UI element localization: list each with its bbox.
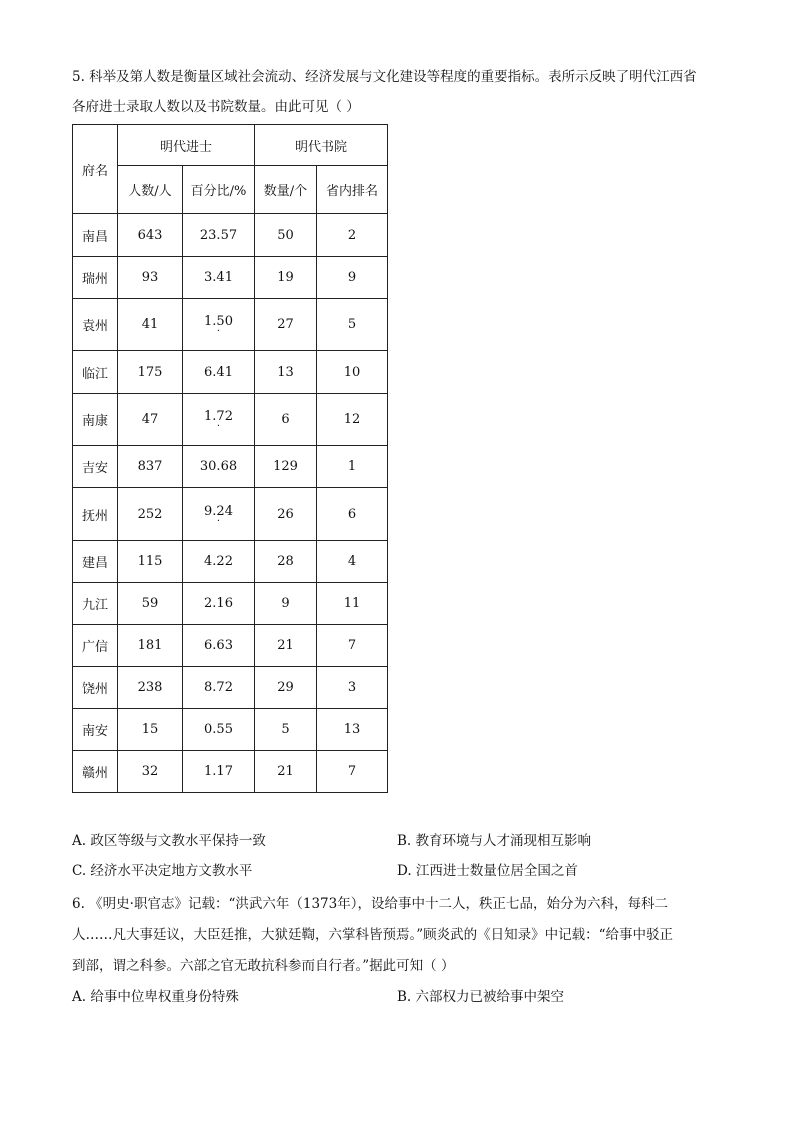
cell-prefecture: 南康 (73, 394, 118, 446)
percent-value: 1.72 (204, 409, 233, 424)
header-jinshi: 明代进士 (118, 125, 255, 166)
cell-academy-count: 50 (255, 214, 317, 257)
q5-option-a: A. 政区等级与文教水平保持一致 (72, 833, 266, 849)
q5-stem-line-2: 各府进士录取人数以及书院数量。由此可见（ ） (72, 99, 360, 115)
cell-jinshi-count: 837 (118, 446, 183, 488)
table-row (73, 446, 388, 488)
cell-jinshi-percent: 6.41 (183, 351, 255, 394)
cell-jinshi-percent: 1.17 (183, 751, 255, 793)
cell-academy-rank: 11 (317, 583, 388, 625)
cell-academy-count: 21 (255, 625, 317, 667)
cell-jinshi-count: 41 (118, 299, 183, 351)
cell-jinshi-count: 59 (118, 583, 183, 625)
scan-dot-mark: · (216, 515, 221, 527)
cell-academy-rank: 2 (317, 214, 388, 257)
cell-prefecture: 建昌 (73, 541, 118, 583)
cell-prefecture: 南昌 (73, 214, 118, 257)
cell-jinshi-count: 181 (118, 625, 183, 667)
cell-prefecture: 抚州 (73, 488, 118, 541)
cell-prefecture: 吉安 (73, 446, 118, 488)
cell-jinshi-percent: 6.63 (183, 625, 255, 667)
table-row (73, 625, 388, 667)
cell-prefecture: 临江 (73, 351, 118, 394)
q6-option-a: A. 给事中位卑权重身份特殊 (72, 989, 239, 1005)
q6-stem-line-1: 6. 《明史·职官志》记载：“洪武六年（1373年），设给事中十二人，秩正七品，始分为六科，每科二 (72, 896, 668, 912)
cell-academy-count: 26 (255, 488, 317, 541)
cell-jinshi-percent: 4.22 (183, 541, 255, 583)
q5-option-b: B. 教育环境与人才涌现相互影响 (397, 833, 592, 849)
q6-stem-line-2: 人……凡大事廷议，大臣廷推，大狱廷鞫，六掌科皆预焉。”顾炎武的《日知录》中记载：“给事中驳正 (72, 927, 674, 943)
table-header-row (73, 125, 388, 166)
cell-jinshi-percent (183, 299, 255, 351)
cell-jinshi-count: 47 (118, 394, 183, 446)
cell-jinshi-percent: 8.72 (183, 667, 255, 709)
cell-academy-count: 5 (255, 709, 317, 751)
cell-academy-count: 21 (255, 751, 317, 793)
cell-prefecture: 饶州 (73, 667, 118, 709)
subheader-rank: 省内排名 (317, 166, 388, 214)
cell-academy-count: 19 (255, 257, 317, 299)
cell-prefecture: 赣州 (73, 751, 118, 793)
header-academy: 明代书院 (255, 125, 388, 166)
cell-academy-count: 6 (255, 394, 317, 446)
table-row (73, 751, 388, 793)
cell-academy-count: 28 (255, 541, 317, 583)
percent-value: 1.50 (204, 314, 233, 329)
cell-jinshi-count: 252 (118, 488, 183, 541)
cell-prefecture: 瑞州 (73, 257, 118, 299)
q5-data-table (72, 124, 388, 793)
cell-academy-rank: 1 (317, 446, 388, 488)
cell-academy-count: 129 (255, 446, 317, 488)
cell-jinshi-count: 115 (118, 541, 183, 583)
cell-jinshi-percent (183, 488, 255, 541)
q6-stem-line-3: 到部，谓之科参。六部之官无敢抗科参而自行者。”据此可知（ ） (72, 958, 455, 974)
table-row (73, 488, 388, 541)
table-row (73, 214, 388, 257)
scan-dot-mark: · (216, 421, 221, 432)
scan-dot-mark: · (216, 326, 221, 337)
table-row (73, 299, 388, 351)
cell-jinshi-count: 238 (118, 667, 183, 709)
table-row (73, 257, 388, 299)
cell-jinshi-percent: 23.57 (183, 214, 255, 257)
cell-academy-rank: 7 (317, 751, 388, 793)
q6-option-b: B. 六部权力已被给事中架空 (397, 989, 565, 1005)
cell-jinshi-percent (183, 394, 255, 446)
cell-academy-rank: 9 (317, 257, 388, 299)
cell-academy-count: 27 (255, 299, 317, 351)
cell-jinshi-count: 15 (118, 709, 183, 751)
cell-academy-rank: 6 (317, 488, 388, 541)
cell-academy-rank: 3 (317, 667, 388, 709)
subheader-count: 人数/人 (118, 166, 183, 214)
cell-academy-rank: 5 (317, 299, 388, 351)
cell-jinshi-count: 175 (118, 351, 183, 394)
cell-prefecture: 南安 (73, 709, 118, 751)
q5-option-c: C. 经济水平决定地方文教水平 (72, 863, 253, 879)
cell-academy-count: 29 (255, 667, 317, 709)
table-row (73, 351, 388, 394)
table-row (73, 583, 388, 625)
header-prefecture: 府名 (73, 125, 118, 214)
cell-jinshi-count: 643 (118, 214, 183, 257)
cell-academy-rank: 4 (317, 541, 388, 583)
cell-jinshi-percent: 2.16 (183, 583, 255, 625)
percent-value: 9.24 (204, 503, 233, 519)
cell-academy-count: 13 (255, 351, 317, 394)
cell-prefecture: 袁州 (73, 299, 118, 351)
cell-jinshi-percent: 0.55 (183, 709, 255, 751)
table-row (73, 541, 388, 583)
q5-option-d: D. 江西进士数量位居全国之首 (397, 863, 578, 879)
table-row (73, 667, 388, 709)
table-subheader-row (73, 166, 388, 214)
cell-prefecture: 九江 (73, 583, 118, 625)
cell-prefecture: 广信 (73, 625, 118, 667)
subheader-quantity: 数量/个 (255, 166, 317, 214)
subheader-percent: 百分比/% (183, 166, 255, 214)
table-row (73, 709, 388, 751)
cell-academy-rank: 7 (317, 625, 388, 667)
cell-academy-rank: 10 (317, 351, 388, 394)
table-row (73, 394, 388, 446)
cell-academy-rank: 12 (317, 394, 388, 446)
cell-jinshi-count: 32 (118, 751, 183, 793)
cell-academy-rank: 13 (317, 709, 388, 751)
cell-academy-count: 9 (255, 583, 317, 625)
cell-jinshi-count: 93 (118, 257, 183, 299)
q5-stem-line-1: 5. 科举及第人数是衡量区域社会流动、经济发展与文化建设等程度的重要指标。表所示反映了明代江西省 (72, 69, 697, 85)
cell-jinshi-percent: 30.68 (183, 446, 255, 488)
cell-jinshi-percent: 3.41 (183, 257, 255, 299)
